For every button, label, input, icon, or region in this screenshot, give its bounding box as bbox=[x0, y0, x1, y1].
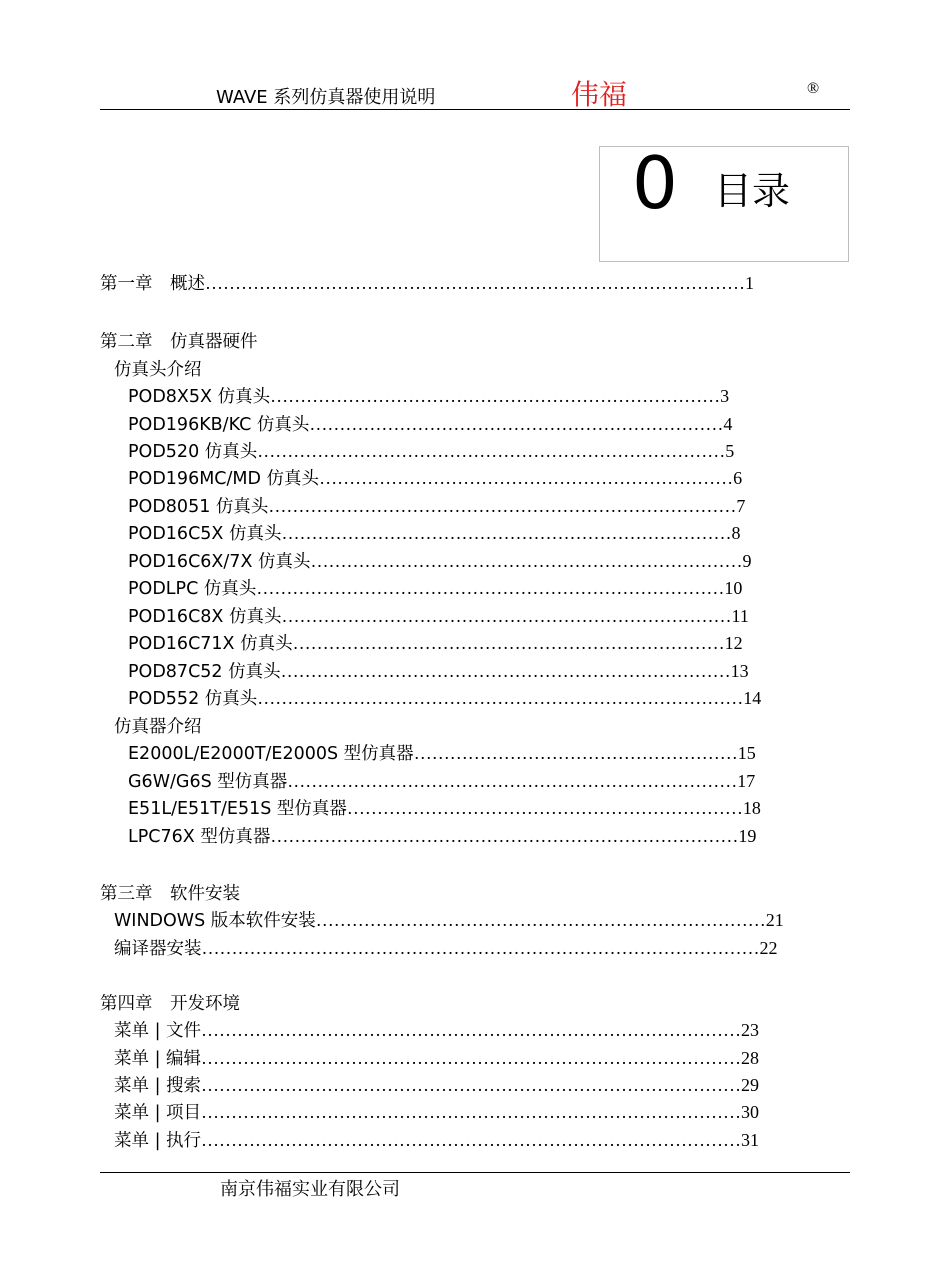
toc-page-number: 14 bbox=[743, 688, 762, 708]
toc-entry-label: 第二章 仿真器硬件 bbox=[100, 332, 258, 352]
toc-leader-dots: …………………………………………………………………… bbox=[268, 496, 737, 516]
toc-entry[interactable] bbox=[100, 328, 258, 355]
toc-entry[interactable] bbox=[128, 575, 742, 602]
toc-entry-label: E2000L/E2000T/E2000S 型仿真器 bbox=[128, 744, 414, 764]
toc-entry[interactable] bbox=[128, 548, 752, 575]
brand-logo-text: 伟福 bbox=[571, 78, 628, 111]
toc-entry-label: 仿真器介绍 bbox=[114, 717, 202, 737]
toc-entry[interactable] bbox=[114, 1045, 759, 1072]
registered-mark: ® bbox=[807, 80, 820, 97]
toc-page-number: 29 bbox=[741, 1075, 760, 1095]
toc-entry[interactable] bbox=[128, 383, 729, 410]
toc-page-number: 13 bbox=[730, 661, 749, 681]
toc-page-number: 1 bbox=[745, 273, 754, 293]
toc-leader-dots: ……………………………………………………………………………… bbox=[205, 273, 745, 293]
toc-entry-label: POD552 仿真头 bbox=[128, 689, 258, 709]
chapter-heading-box bbox=[599, 141, 849, 262]
toc-entry[interactable] bbox=[100, 270, 754, 297]
toc-entry[interactable] bbox=[128, 630, 743, 657]
toc-entry-label: 菜单 | 编辑 bbox=[114, 1049, 202, 1069]
toc-leader-dots: ………………………………………………………………… bbox=[281, 606, 732, 626]
toc-page-number: 15 bbox=[737, 743, 756, 763]
toc-entry-label: POD16C71X 仿真头 bbox=[128, 634, 293, 654]
toc-page-number: 28 bbox=[741, 1048, 760, 1068]
chapter-number: 0 bbox=[632, 141, 678, 225]
toc-page-number: 19 bbox=[738, 826, 757, 846]
toc-page-number: 23 bbox=[741, 1020, 760, 1040]
toc-leader-dots: ……………………………………………………………………………… bbox=[201, 1130, 742, 1150]
toc-leader-dots: ………………………………………………………………… bbox=[281, 523, 732, 543]
toc-entry[interactable] bbox=[114, 935, 778, 962]
toc-leader-dots: ……………………………………………………………………………… bbox=[201, 1102, 742, 1122]
toc-entry[interactable] bbox=[128, 493, 745, 520]
toc-entry-label: 菜单 | 文件 bbox=[114, 1021, 202, 1041]
toc-entry[interactable] bbox=[114, 1099, 759, 1126]
toc-entry[interactable] bbox=[114, 356, 202, 383]
toc-entry[interactable] bbox=[128, 438, 734, 465]
toc-entry[interactable] bbox=[128, 411, 732, 438]
toc-leader-dots: …………………………………………………………… bbox=[309, 414, 724, 434]
header-title: WAVE 系列仿真器使用说明 bbox=[216, 87, 436, 108]
toc-entry-label: POD196MC/MD 仿真头 bbox=[128, 469, 320, 489]
toc-leader-dots: ……………………………………………………………………………… bbox=[201, 1020, 742, 1040]
toc-entry-label: G6W/G6S 型仿真器 bbox=[128, 772, 288, 792]
toc-page-number: 11 bbox=[731, 606, 749, 626]
toc-page-number: 18 bbox=[742, 798, 761, 818]
toc-entry[interactable] bbox=[100, 990, 240, 1017]
toc-leader-dots: ……………………………………………………………………………… bbox=[201, 1075, 742, 1095]
toc-page-number: 3 bbox=[720, 386, 730, 406]
toc-leader-dots: ……………………………………………………………… bbox=[310, 551, 743, 571]
toc-entry[interactable] bbox=[128, 768, 755, 795]
toc-entry-label: POD8051 仿真头 bbox=[128, 497, 269, 517]
toc-entry-label: 仿真头介绍 bbox=[114, 360, 202, 380]
toc-entry[interactable] bbox=[128, 603, 749, 630]
toc-page-number: 22 bbox=[759, 938, 778, 958]
toc-leader-dots: ………………………………………………………………… bbox=[287, 771, 738, 791]
toc-leader-dots: ………………………………………………………………… bbox=[270, 386, 721, 406]
toc-entry[interactable] bbox=[114, 907, 784, 934]
toc-page-number: 9 bbox=[742, 551, 752, 571]
toc-leader-dots: ……………………………………………………………………… bbox=[257, 688, 744, 708]
toc-leader-dots: ………………………………………………………………… bbox=[315, 910, 766, 930]
toc-entry-label: POD87C52 仿真头 bbox=[128, 662, 281, 682]
footer-rule bbox=[100, 1172, 850, 1173]
toc-page-number: 21 bbox=[765, 910, 784, 930]
toc-page-number: 12 bbox=[724, 633, 743, 653]
toc-entry-label: POD520 仿真头 bbox=[128, 442, 258, 462]
footer-company: 南京伟福实业有限公司 bbox=[220, 1179, 400, 1200]
toc-page-number: 10 bbox=[724, 578, 743, 598]
toc-leader-dots: …………………………………………………………………… bbox=[270, 826, 739, 846]
toc-leader-dots: ……………………………………………………………………………… bbox=[201, 1048, 742, 1068]
toc-entry-label: 第一章 概述 bbox=[100, 274, 205, 294]
toc-entry-label: E51L/E51T/E51S 型仿真器 bbox=[128, 799, 347, 819]
toc-entry-label: POD8X5X 仿真头 bbox=[128, 387, 271, 407]
toc-leader-dots: …………………………………………………………………… bbox=[256, 578, 725, 598]
toc-entry-label: POD16C6X/7X 仿真头 bbox=[128, 552, 311, 572]
toc-entry-label: 第四章 开发环境 bbox=[100, 994, 240, 1014]
toc-entry[interactable] bbox=[128, 685, 761, 712]
toc-page-number: 30 bbox=[741, 1102, 760, 1122]
toc-entry-label: 第三章 软件安装 bbox=[100, 884, 240, 904]
toc-page-number: 17 bbox=[737, 771, 756, 791]
toc-page-number: 4 bbox=[723, 414, 733, 434]
toc-entry[interactable] bbox=[114, 1127, 759, 1154]
toc-entry[interactable] bbox=[128, 795, 761, 822]
toc-page-number: 31 bbox=[741, 1130, 760, 1150]
toc-entry-label: 菜单 | 搜索 bbox=[114, 1076, 202, 1096]
toc-entry-label: POD16C5X 仿真头 bbox=[128, 524, 282, 544]
toc-entry[interactable] bbox=[114, 1072, 759, 1099]
toc-entry-label: POD16C8X 仿真头 bbox=[128, 607, 282, 627]
toc-entry[interactable] bbox=[128, 823, 756, 850]
toc-leader-dots: ……………………………………………… bbox=[413, 743, 738, 763]
toc-entry[interactable] bbox=[128, 740, 756, 767]
toc-leader-dots: ………………………………………………………………… bbox=[280, 661, 731, 681]
toc-entry[interactable] bbox=[114, 713, 202, 740]
toc-entry[interactable] bbox=[128, 520, 740, 547]
toc-page-number: 7 bbox=[736, 496, 746, 516]
toc-entry-label: POD196KB/KC 仿真头 bbox=[128, 415, 310, 435]
toc-entry[interactable] bbox=[100, 880, 240, 907]
toc-entry-label: WINDOWS 版本软件安装 bbox=[114, 911, 316, 931]
toc-page-number: 6 bbox=[733, 468, 743, 488]
toc-entry-label: PODLPC 仿真头 bbox=[128, 579, 257, 599]
toc-entry-label: 编译器安装 bbox=[114, 939, 202, 959]
header-rule bbox=[100, 109, 850, 110]
toc-page-number: 8 bbox=[731, 523, 741, 543]
toc-entry[interactable] bbox=[128, 658, 749, 685]
toc-leader-dots: ………………………………………………………… bbox=[346, 798, 743, 818]
toc-leader-dots: …………………………………………………………… bbox=[319, 468, 734, 488]
toc-leader-dots: …………………………………………………………………… bbox=[257, 441, 726, 461]
toc-entry-label: 菜单 | 执行 bbox=[114, 1131, 202, 1151]
chapter-title: 目录 bbox=[714, 169, 791, 213]
toc-entry-label: 菜单 | 项目 bbox=[114, 1103, 202, 1123]
toc-leader-dots: ……………………………………………………………… bbox=[292, 633, 725, 653]
toc-leader-dots: ………………………………………………………………………………… bbox=[201, 938, 760, 958]
toc-entry-label: LPC76X 型仿真器 bbox=[128, 827, 271, 847]
toc-entry[interactable] bbox=[128, 465, 742, 492]
toc-entry[interactable] bbox=[114, 1017, 759, 1044]
toc-page-number: 5 bbox=[725, 441, 735, 461]
